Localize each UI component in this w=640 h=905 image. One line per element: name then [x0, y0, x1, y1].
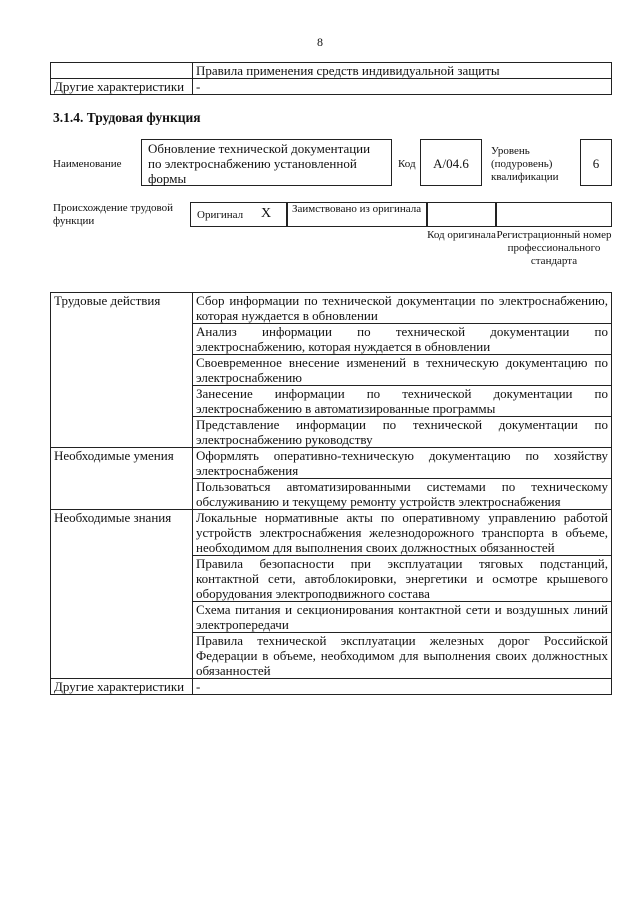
table-cell-label: Другие характеристики	[51, 79, 193, 95]
table-cell: Схема питания и секционирования контактной сети и воздушных линий электропередачи	[193, 602, 612, 633]
reg-number-caption: Регистрационный номер профессионального стандарта	[496, 229, 612, 267]
knowledge-label: Необходимые знания	[51, 510, 193, 679]
name-label: Наименование	[53, 158, 122, 170]
table-row	[51, 293, 612, 324]
labor-actions-label: Трудовые действия	[51, 293, 193, 448]
section-title: 3.1.4. Трудовая функция	[53, 110, 201, 125]
table-cell: Правила технической эксплуатации железных дорог Российской Федерации в объеме, необходимом для выполнения своих должностных обязанностей	[193, 633, 612, 679]
code-original-caption: Код оригинала	[427, 229, 496, 241]
table-cell: Правила безопасности при эксплуатации тяговых подстанций, контактной сети, автоблокировки, энергетики и осмотре крышевого оборудования электроподвижного состава	[193, 556, 612, 602]
skills-label: Необходимые умения	[51, 448, 193, 510]
code-original-box	[427, 202, 496, 227]
original-box	[190, 202, 287, 227]
top-table	[50, 62, 612, 95]
level-value-box	[580, 139, 612, 186]
code-label: Код	[398, 158, 416, 170]
table-row	[51, 510, 612, 556]
name-value-box	[141, 139, 392, 186]
level-value: 6	[592, 156, 600, 171]
table-cell: Анализ информации по технической документации по электроснабжению, которая нуждается в обновлении	[193, 324, 612, 355]
table-cell: Своевременное внесение изменений в техническую документацию по электроснабжению	[193, 355, 612, 386]
table-cell: Представление информации по технической документации по электроснабжению руководству	[193, 417, 612, 448]
table-cell: Пользоваться автоматизированными системами по техническому обслуживанию и текущему ремонту устройств электроснабжения	[193, 479, 612, 510]
table-cell: Занесение информации по технической документации по электроснабжению в автоматизированные программы	[193, 386, 612, 417]
table-cell: Локальные нормативные акты по оперативному управлению работой устройств электроснабжения железнодорожного транспорта в объеме, необходимом для выполнения своих должностных обязанностей	[193, 510, 612, 556]
table-row	[51, 448, 612, 479]
level-label: Уровень (подуровень) квалификации	[491, 145, 559, 183]
origin-label: Происхождение трудовой функции	[53, 202, 174, 227]
borrowed-box	[287, 202, 427, 227]
code-value-box	[420, 139, 482, 186]
other-label: Другие характеристики	[51, 679, 193, 695]
main-table	[50, 292, 612, 695]
table-cell-empty	[51, 63, 193, 79]
code-value: A/04.6	[433, 156, 469, 171]
page-number: 8	[317, 35, 323, 49]
original-mark: X	[261, 206, 272, 221]
table-cell: -	[193, 79, 612, 95]
borrowed-label: Заимствовано из оригинала	[292, 203, 422, 215]
table-row	[51, 79, 612, 95]
table-row	[51, 679, 612, 695]
reg-number-box	[496, 202, 612, 227]
original-label: Оригинал	[197, 209, 244, 221]
table-cell: -	[193, 679, 612, 695]
table-cell: Сбор информации по технической документации по электроснабжению, которая нуждается в обновлении	[193, 293, 612, 324]
name-value: Обновление технической документации по электроснабжению установленной формы	[148, 141, 371, 186]
table-cell: Правила применения средств индивидуальной защиты	[193, 63, 612, 79]
table-row	[51, 63, 612, 79]
table-cell: Оформлять оперативно-техническую документацию по хозяйству электроснабжения	[193, 448, 612, 479]
